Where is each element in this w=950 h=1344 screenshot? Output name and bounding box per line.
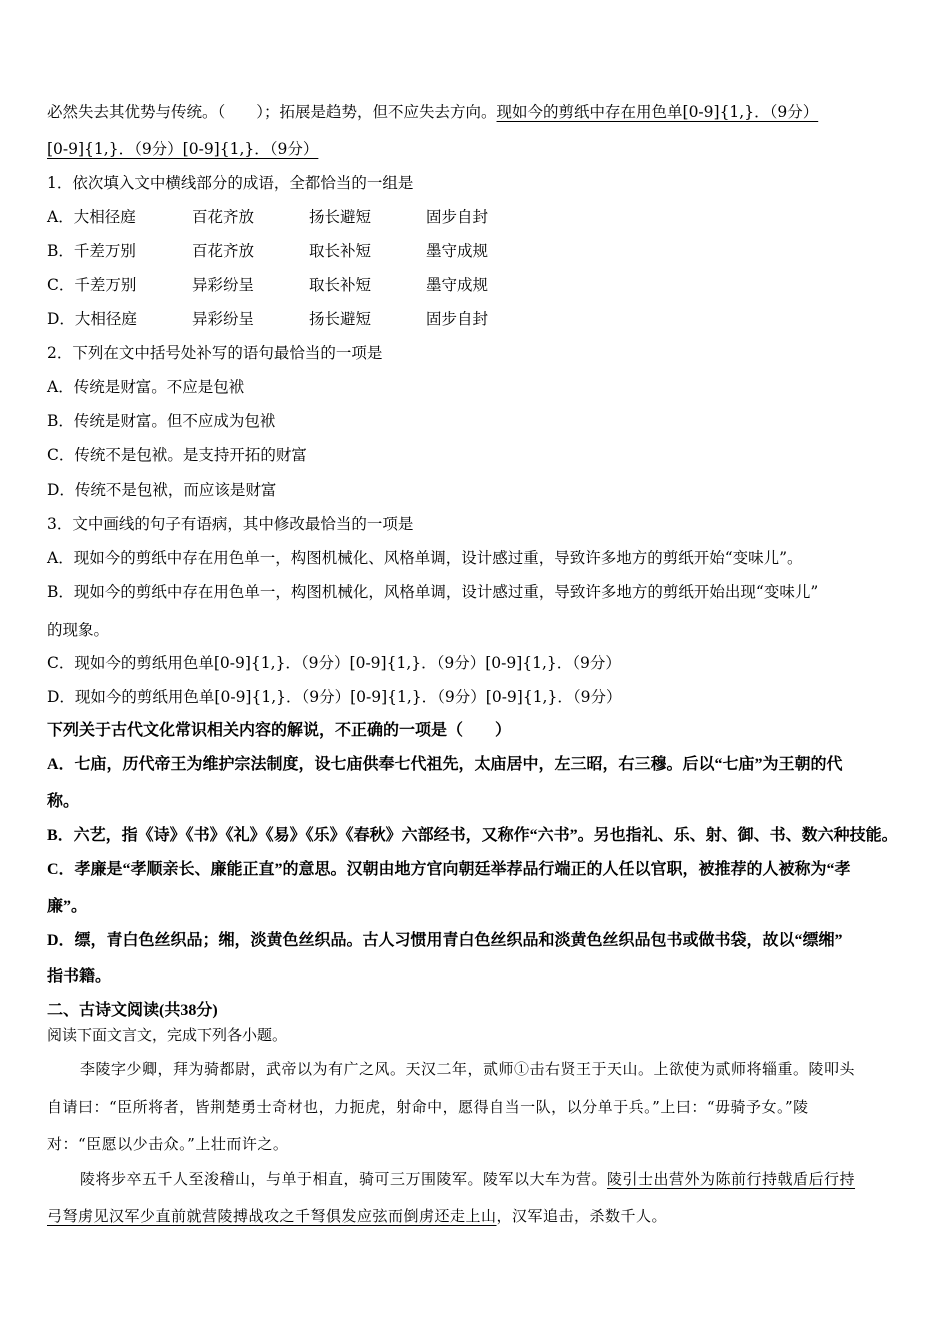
option-label: C．千差万别 [47,276,137,294]
classical-text-p2-l2 [47,1205,667,1227]
underlined-sentence: [0-9]{1,}．（9分）[0-9]{1,}．（9分） [47,140,319,158]
option-idiom: 取长补短 [309,242,372,260]
option-idiom: 墨守成规 [426,242,489,260]
classical-text: 陵将步卒五千人至浚稽山，与单于相直，骑可三万围陵军。陵军以大车为营。 [80,1170,608,1188]
underlined-classical-sentence: 陵引士出营外为陈前行持戟盾后行持 [607,1170,856,1188]
classical-text: ，汉军追击，杀数千人。 [496,1207,668,1225]
q4-option-b: B．六艺，指《诗》《书》《礼》《易》《乐》《春秋》六部经书，又称作“六书”。另也指礼、乐、射、御、书、数六种技能。 [47,827,898,844]
option-idiom: 异彩纷呈 [192,310,255,328]
question-2-stem: 2．下列在文中括号处补写的语句最恰当的一项是 [47,344,383,362]
underlined-classical-sentence: 弓弩虏见汉军少直前就营陵搏战攻之千弩俱发应弦而倒虏还走上山 [47,1207,497,1225]
option-idiom: 百花齐放 [192,208,255,226]
q2-option-a: A．传统是财富。不应是包袱 [47,378,245,396]
option-idiom: 扬长避短 [309,310,372,328]
q4-option-c-cont: 廉”。 [47,898,88,915]
q1-option-a [47,206,488,228]
option-idiom: 取长补短 [309,276,372,294]
q2-option-d: D．传统不是包袱，而应该是财富 [47,481,277,499]
q3-option-c: C．现如今的剪纸用色单[0-9]{1,}．（9分）[0-9]{1,}．（9分）[0-9]{1,}．（9分） [47,654,621,672]
q4-option-a: A．七庙，历代帝王为维护宗法制度，设七庙供奉七代祖先，太庙居中，左三昭，右三穆。后以“七庙”为王朝的代 [47,756,843,773]
underlined-sentence: 现如今的剪纸中存在用色单[0-9]{1,}．（9分） [496,103,819,121]
q4-option-d-cont: 指书籍。 [47,968,112,985]
passage-line-1 [47,101,818,123]
question-3-stem: 3．文中画线的句子有语病，其中修改最恰当的一项是 [47,515,414,533]
q1-option-c [47,274,488,296]
classical-text-p1-l3: 对：“臣愿以少击众。”上壮而许之。 [47,1135,289,1153]
classical-text-p1-l1: 李陵字少卿，拜为骑都尉，武帝以为有广之风。天汉二年，贰师①击右贤王于天山。上欲使为贰师将辎重。陵叩头 [80,1060,856,1078]
section-heading: 二、古诗文阅读(共38分) [47,1002,218,1019]
option-label: D．大相径庭 [47,310,137,328]
q3-option-a: A．现如今的剪纸中存在用色单一，构图机械化、风格单调，设计感过重，导致许多地方的剪纸开始“变味儿”。 [47,549,803,567]
option-label: A．大相径庭 [47,208,136,226]
question-1-stem: 1．依次填入文中横线部分的成语，全都恰当的一组是 [47,174,414,192]
q3-option-d: D．现如今的剪纸用色单[0-9]{1,}．（9分）[0-9]{1,}．（9分）[0-9]{1,}．（9分） [47,688,622,706]
q4-option-a-cont: 称。 [47,793,80,810]
option-idiom: 扬长避短 [309,208,372,226]
q4-option-c: C．孝廉是“孝顺亲长、廉能正直”的意思。汉朝由地方官向朝廷举荐品行端正的人任以官职，被推荐的人被称为“孝 [47,861,851,878]
section-instruction: 阅读下面文言文，完成下列各小题。 [47,1026,288,1044]
q3-option-b: B．现如今的剪纸中存在用色单一，构图机械化，风格单调，设计感过重，导致许多地方的剪纸开始出现“变味儿” [47,583,819,601]
question-4-stem: 下列关于古代文化常识相关内容的解说，不正确的一项是（ ） [47,722,512,739]
option-idiom: 百花齐放 [192,242,255,260]
option-idiom: 异彩纷呈 [192,276,255,294]
classical-text-p2-l1 [80,1168,855,1190]
q2-option-c: C．传统不是包袱。是支持开拓的财富 [47,446,307,464]
option-label: B．千差万别 [47,242,136,260]
q2-option-b: B．传统是财富。但不应成为包袱 [47,412,276,430]
q1-option-b [47,240,488,262]
option-idiom: 墨守成规 [426,276,489,294]
classical-text-p1-l2: 自请曰：“臣所将者，皆荆楚勇士奇材也，力扼虎，射命中，愿得自当一队，以分单于兵。”上曰：“毋骑予女。”陵 [47,1098,809,1116]
q3-option-b-cont: 的现象。 [47,621,110,639]
q4-option-d: D．缥，青白色丝织品；缃，淡黄色丝织品。古人习惯用青白色丝织品和淡黄色丝织品包书或做书袋，故以“缥缃” [47,932,843,949]
option-idiom: 固步自封 [426,310,489,328]
passage-line-2 [47,138,318,160]
option-idiom: 固步自封 [426,208,489,226]
q1-option-d [47,308,488,330]
passage-text: 必然失去其优势与传统。（ ）；拓展是趋势，但不应失去方向。 [47,103,497,121]
